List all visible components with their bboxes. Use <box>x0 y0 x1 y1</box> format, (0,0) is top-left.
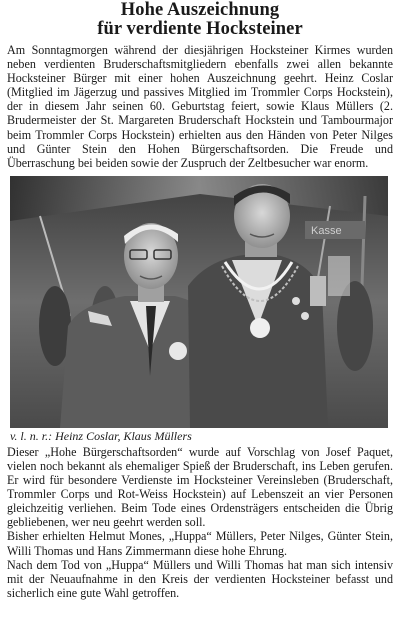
body-paragraph-1: Dieser „Hohe Bürgerschaftsorden“ wurde auf Vorschlag von Josef Paquet, vielen noch bekannt als ehemaliger Spieß der Bruderschaft, ins Leben gerufen. Er wird für besondere Verdienste im Hocksteiner Vereinsleben (Bruderschaft, Trommler Corps und Rot-Weiss Hockstein) auf Lebenszeit an vier Personen gleichzeitig verliehen. Beim Tode eines Ordensträgers entscheiden die Übrig gebliebenen, wer neu geehrt werden soll. <box>7 444 393 530</box>
headline-line-1: Hohe Auszeichnung <box>120 0 280 20</box>
photo-illustration <box>10 176 388 428</box>
body-paragraph-2: Bisher erhielten Helmut Mones, „Huppa“ Müllers, Peter Nilges, Günter Stein, Willi Thomas und Hans Zimmermann diese hohe Ehrung. <box>7 529 393 558</box>
body-paragraph-3: Nach dem Tod von „Huppa“ Müllers und Willi Thomas hat man sich intensiv mit der Neuaufnahme in den Kreis der verdienten Hocksteiner befasst und sicherlich eine gute Wahl getroffen. <box>7 557 393 600</box>
article-photo <box>10 176 388 428</box>
photo-caption: v. l. n. r.: Heinz Coslar, Klaus Müllers <box>10 428 192 443</box>
intro-paragraph: Am Sonntagmorgen während der diesjährigen Hocksteiner Kirmes wurden neben verdienten Bruderschaftsmitgliedern ebenfalls zwei allen bekannte Hocksteiner Bürger mit einer hohen Auszeichnung geehrt. Heinz Coslar (Mitglied im Jägerzug und passives Mitglied im Trommler Corps Hockstein), der in diesem Jahr seinen 60. Geburtstag feiert, sowie Klaus Müllers (2. Brudermeister der St. Margareten Bruderschaft Hockstein und Tambourmajor beim Trommler Corps Hockstein) erhielten aus den Händen von Peter Nilges und Günter Stein den Hohen Bürgerschaftsorden. Die Freude und Überraschung bei beiden sowie der Zuspruch der Zeltbesucher war enorm. <box>7 43 393 170</box>
headline-line-2: für verdiente Hocksteiner <box>97 19 303 39</box>
photo-sign-text: Kasse <box>311 224 342 237</box>
